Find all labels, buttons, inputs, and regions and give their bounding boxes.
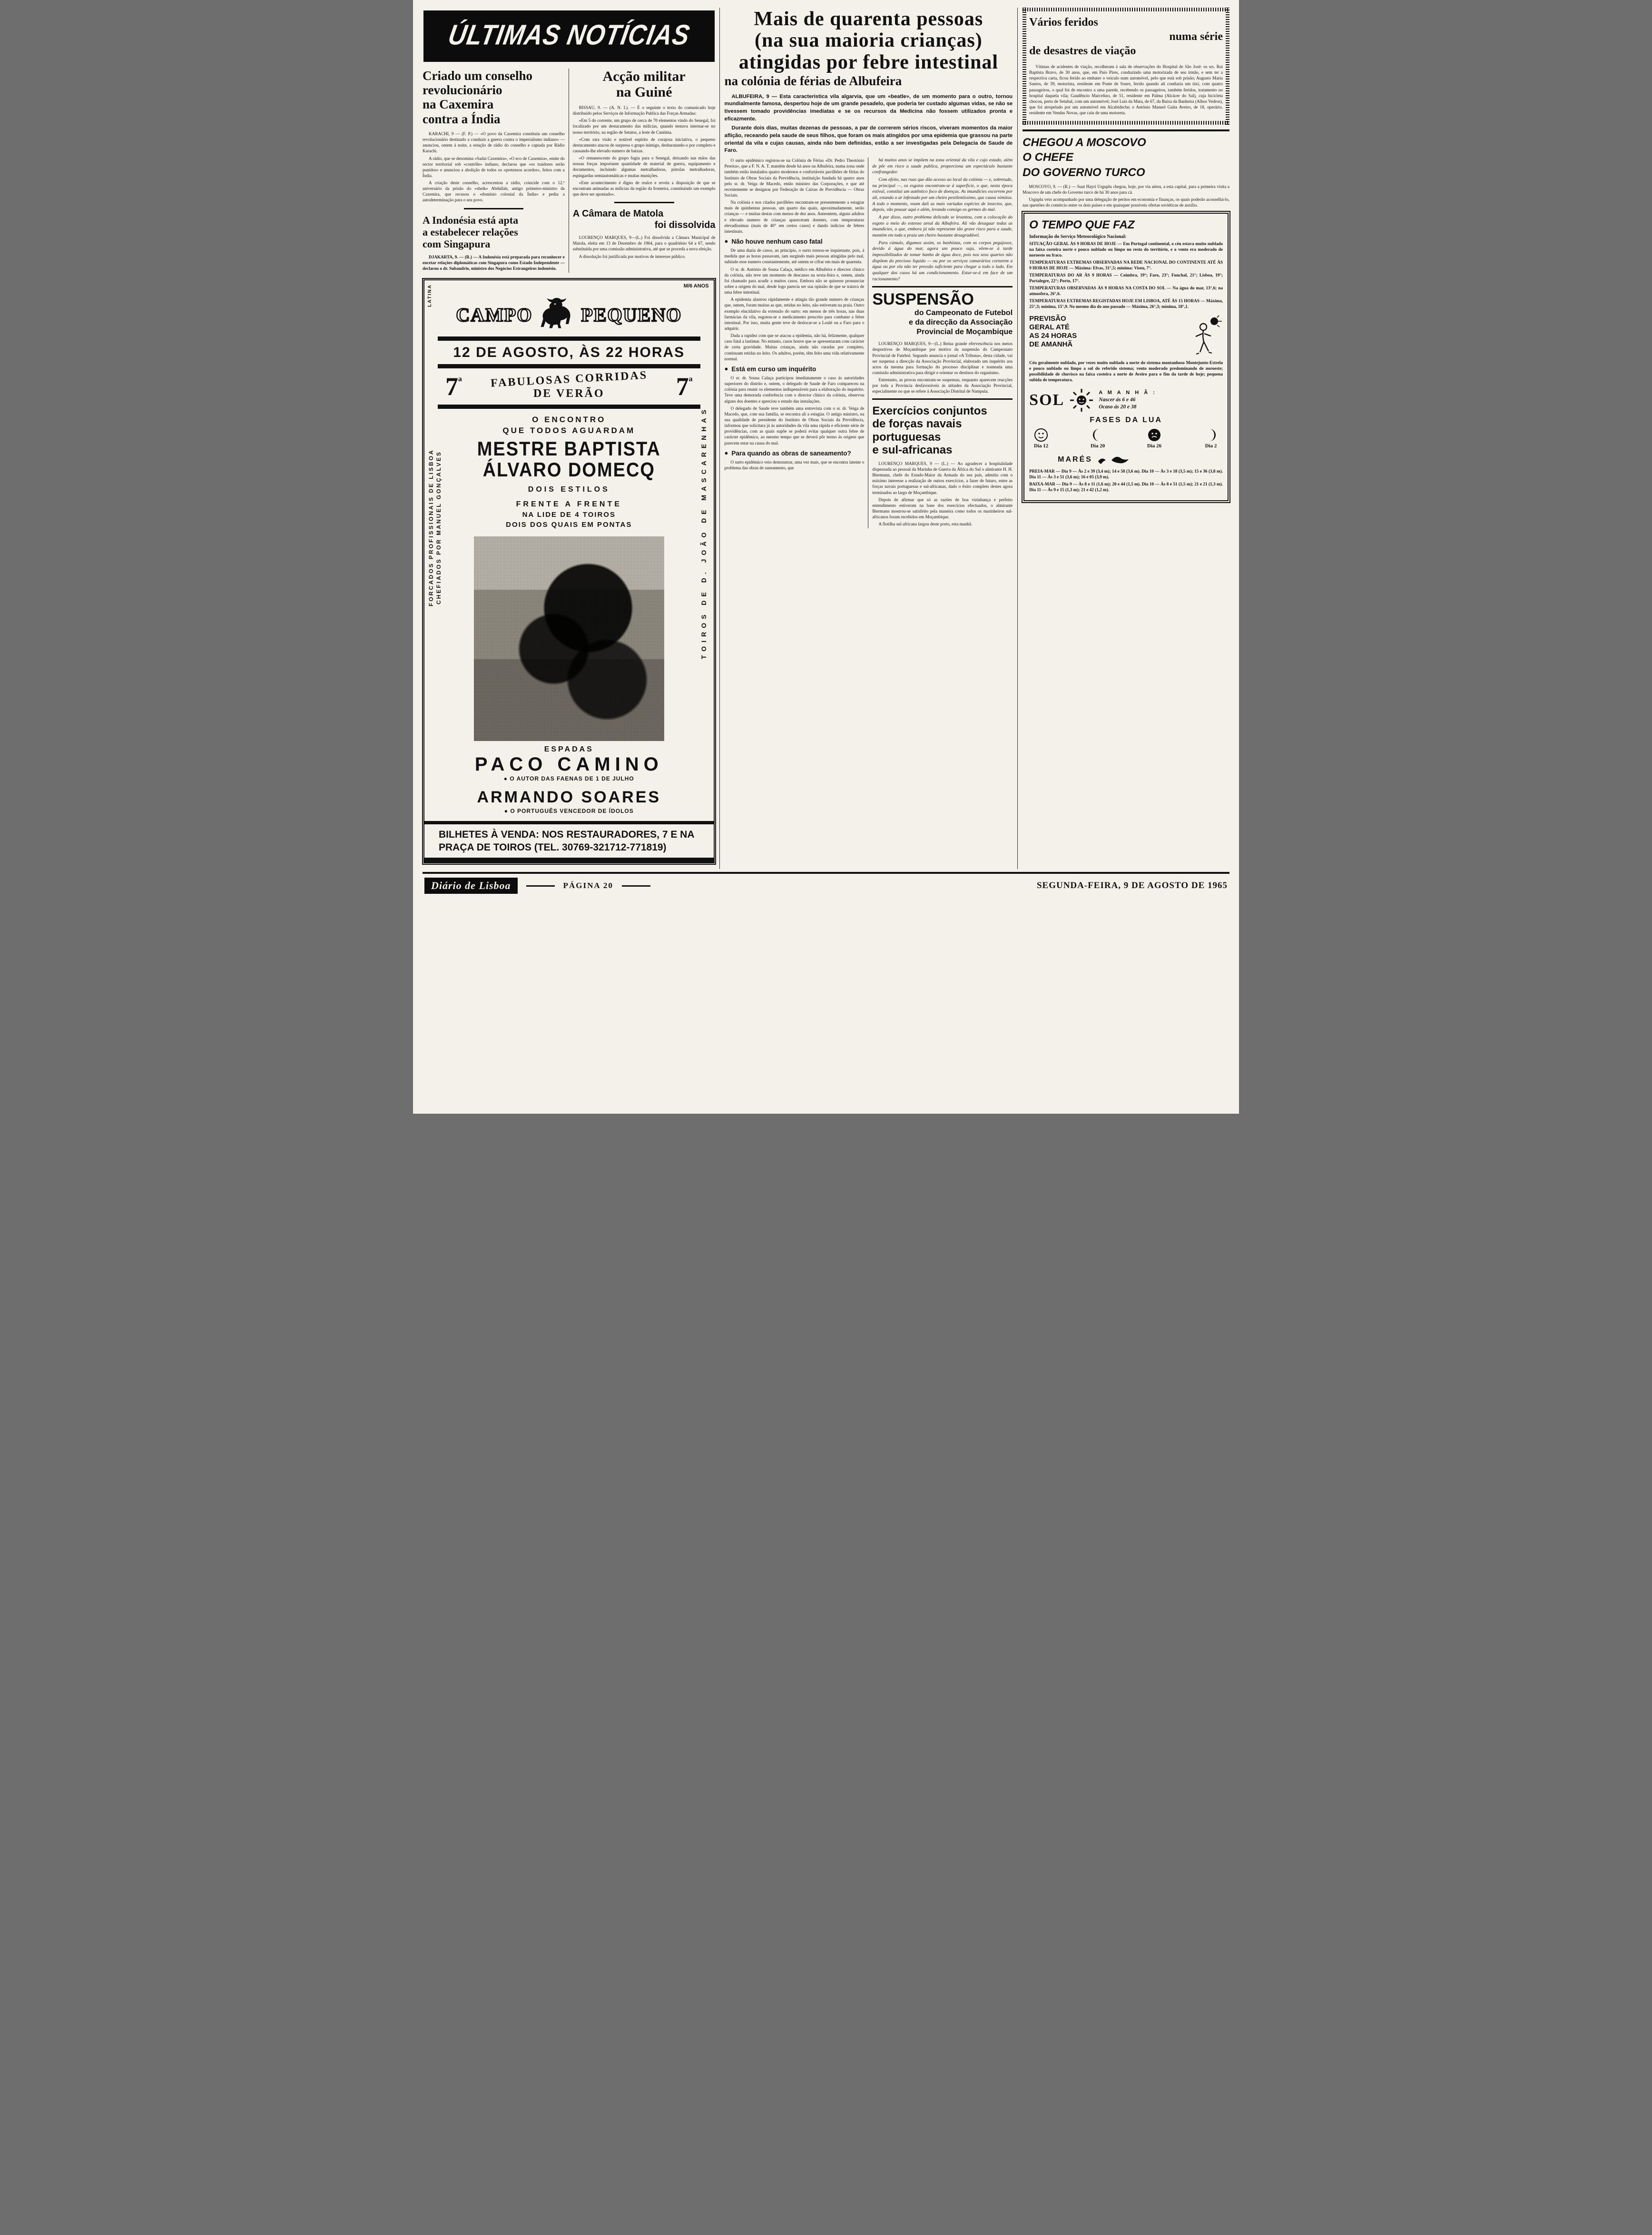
paragraph: O sr. dr. Sousa Calaça participou imediatamente o caso ás autoridades superiores do distrito e, ontem, o delegado de Saude de Faro compareceu na colónia para reunir os elementos indispensáveis para a elaboração do inquérito. Teve uma demorada conferência com o director clínico da colónia, observou alguns dos doentes e apreciou o estado das instalações.	[724, 376, 865, 404]
fases-title: FASES DA LUA	[1090, 415, 1162, 424]
ad-styles-line: DOIS ESTILOS	[528, 485, 610, 494]
paragraph: Para cúmulo, digamos assim, os banhistas, com os corpos pegajosos, devido á água do mar, agora um pouco suja, vêem-se á tarde impossibilitados de tomar banho de água doce, pois nos seus quartos não dispõem do precioso liquido — ou por os serviços camarários cortarem a água ou por ela não ter pressão suficiente para chegar a todo o lado. Em qualquer dos casos há um condicionamento. Estar-se-á em face de um racionamento?	[872, 240, 1013, 282]
paragraph: A par disso, outro problema delicado se levantou, com a colocação do esgoto a meio do extenso areal da Albufeira. Ali vão desaguar todas as imundícies, o que, embora já não represente tão grave risco para a saude, mantém em toda a praia um cheiro bastante desagradável.	[872, 215, 1013, 238]
baixa-mar: BAIXA-MAR — Dia 9 — Às 8 e 11 (1,6 m); 20 e 44 (1,5 m). Dia 10 — Às 8 e 51 (1,5 m); 21 e 21 (1,3 m). Dia 11 — Às 9 e 15 (1,3 m); 21 e 42 (1,2 m).	[1029, 481, 1223, 492]
paragraph: Vítimas de acidentes de viação, recolheram á sala de observações do Hospital de São José: os srs. Rui Baptista Bravo, de 30 anos, que, em Paio Pires, conduzindo uma motorizada de seu irmão, e sem ter a respectiva carta, ficou ferido ao embater o veículo num automóvel, pelo que está sob prisão; Augusto Maria Santos, de 39, motorista, residente em Ponte de Soure, ferido quando ali conduzia um táxi, com quatro passageiros, o qual foi de encontro a uma parede, recebendo os passageiros, também feridos, tratamento no hospital daquela vila; Gaudêncio Marcelino, de 51, residente em Palma (Alcácer do Sal), cuja bicicleta chocou, perto de Setubal, com um automóvel; José Luís da Mata, de 67, da Baixa da Banheira (Alhos Vedros), que foi atropelado por um automóvel em Alcabideche; e António Manuel Guita Aveiro, de 18, operário, residente em Vendas Novas, que caiu de uma motoreta.	[1029, 64, 1223, 116]
moon-phase-icon: Dia 12	[1033, 427, 1049, 449]
ad-datetime: 12 DE AGOSTO, ÀS 22 HORAS	[453, 344, 685, 360]
albufeira-col1	[725, 158, 869, 528]
matador-paco-camino: PACO CAMINO	[474, 754, 663, 775]
preia-mar: PREIA-MAR — Dia 9 — Às 2 e 39 (3,4 m); 14 e 58 (3,6 m). Dia 10 — Às 3 e 18 (3,5 m); 15 e 36 (3,8 m). Dia 11 — Às 3 e 51 (3,6 m); 16 e 05 (3,9 m).	[1029, 468, 1223, 479]
paragraph: BISSAU, 9. — (A. N. I.). — É o seguinte o texto do comunicado hoje distribuído pelos Serviços de Informação Publica das Forças Armadas:	[572, 105, 716, 116]
weather-intro: Informação do Serviço Meteorológico Nacional:	[1029, 234, 1127, 240]
ad-side-label-chefiados: CHEFIADOS POR MANUEL GONÇALVES	[435, 451, 442, 605]
right-column-area	[1018, 8, 1229, 869]
star-name-mestre-baptista: MESTRE BAPTISTA	[477, 438, 661, 460]
rule	[872, 286, 1013, 287]
venue-name-right: PEQUENO	[581, 304, 682, 326]
sol-label: SOL	[1029, 391, 1065, 409]
sun-icon	[1069, 388, 1094, 413]
matola-headline: A Câmara de Matola foi dissolvida	[572, 208, 716, 231]
paragraph: Com efeito, nas ruas que dão acesso ao local da colónia — e, sobretudo, na principal —, os esgotos encontram-se á superficie, o que, nesta época estival, constitui um autêntico foco de doenças. As imundícies escorrem por ali, estando o ar infestado por um cheiro pestilentíssimo, que causa vómitos. A todo o momento, voam dali as mais variadas espécies de insectos, que, depois, vão pousar aqui e além, levando consigo os germes do mal.	[872, 177, 1013, 213]
newspaper-logo: Diário de Lisboa	[424, 878, 518, 894]
paragraph: há muitos anos se impõem na zona oriental da vila e cujo estado, além de pôr em risco a saude publica, proporciona um espectáculo bastante confrangedor.	[872, 158, 1013, 175]
paragraph: LOURENÇO MARQUES, 9—(L.) Foi dissolvida a Câmara Municipal de Matola, eleita em 13 de Dezembro de 1964, para o quadriénio 64 a 67, sendo substituída por uma comissão administrativa, até que se proceda a nova eleição.	[572, 235, 716, 252]
rule	[1023, 129, 1229, 131]
previsao-body: Céu geralmente nublado, por vezes muito nublado a norte do sistema montanhoso Montejunto-Estrela e pouco nublado ou limpo a sul do referido sistema; vento moderado predominando de noroeste; possibilidade de chuvisco na faixa costeira a norte de Aveiro para o fim da tarde de hoje; pequena subida de temperatura.	[1029, 360, 1223, 382]
ad-styles-line: FRENTE A FRENTE	[516, 500, 622, 508]
rule	[872, 398, 1013, 400]
albufeira-headline: Mais de quarenta pessoas (na sua maioria crianças) atingidas por febre intestinal	[738, 8, 999, 73]
page-footer	[423, 872, 1229, 900]
ad-side-label-forcados: FORCADOS PROFISSIONAIS DE LISBOA	[428, 449, 434, 607]
paragraph: A epidemia alastrou rápidamente e atingiu tão grande numero de crianças que, ontem, foram muitas as que, retidas no leito, não estiveram na praia. Outro exemplo elucidativo da extensão do surto: em menos de três horas, nas duas farmácias da vila, esgotou-se o medicamento prescrito para combater a febre intestinal. Por isso, muita gente teve de deslocar-se a Loulé ou a Faro para o adquirir.	[724, 297, 865, 331]
center-column-area	[719, 8, 1018, 869]
paragraph: O surto epidémico veio demonstrar, uma vez mais, que se encontra latente o problema das obras de saneamento, que	[724, 459, 865, 471]
moscovo-headline: CHEGOU A MOSCOVO O CHEFE DO GOVERNO TURCO	[1023, 136, 1146, 179]
ad-side-label-toiros: TOIROS DE D. JOÃO DE MASCARENHAS	[699, 406, 708, 659]
weather-paragraph: TEMPERATURAS DO AR ÀS 9 HORAS — Coimbra, 19°; Faro, 23°; Funchal, 21°; Lisboa, 19°; Portalegre, 22°; Porto, 17°.	[1029, 273, 1223, 284]
weather-box	[1023, 213, 1229, 501]
paragraph: Depois de afirmar que só as razões de boa vizinhança e perfeito entendimento estiveram na base dos exercícios efectuados, o almirante Biermann mostrou-se satisfeito pela maneira como todos os marinheiros sul-africanos foram recebidos em Moçambique.	[872, 497, 1013, 520]
venue-name-left: CAMPO	[456, 304, 533, 326]
session-number: $7^ª$	[445, 372, 462, 401]
espadas-label: ESPADAS	[544, 745, 594, 753]
paragraph: MOSCOVO, 9. — (R.) — Suat Hayri Urguplu chegou, hoje, por via aérea, a esta capital, para a primeira visita a Moscovo de um chefe do Governo turco de há 30 anos para cá.	[1023, 184, 1229, 195]
moon-phases-row	[1029, 427, 1223, 449]
footer-rule	[526, 885, 555, 887]
article-caxemira	[423, 69, 569, 273]
article-feridos	[1023, 8, 1229, 125]
indonesia-headline: A Indonésia está apta a estabelecer relações com Singapura	[423, 214, 519, 250]
section-title-caso-fatal: ● Não houve nenhum caso fatal	[724, 237, 823, 245]
ad-arch-title: FABULOSAS CORRIDAS DE VERÃO	[490, 369, 648, 400]
edition-date: SEGUNDA-FEIRA, 9 DE AGOSTO DE 1965	[1036, 880, 1228, 891]
bullet-icon: ●	[724, 449, 728, 456]
albufeira-subhead: na colónia de férias de Albufeira	[724, 74, 902, 89]
paragraph: «Este acontecimento é digno de realce e revela a disposição de que se encontram animadas as milícias da região da fronteira, constituindo um exemplo que deve ser apontado».	[572, 180, 716, 197]
moon-phase-icon: Dia 26	[1146, 427, 1162, 449]
paragraph: LOURENÇO MARQUES, 9—(L.) Reina grande efervescência nos meios desportivos de Moçambique por motivo da suspensão do Campeonato Provincial de Futebol. Segundo anuncia o jornal «A Tribuna», desta cidade, vai ser suspensa a direcção da Associação Provincial, elaborado um inquérito aos actos da mesma para formação do processo disciplinar e nomeada uma comissão administrativa para dirigir e orientar os destinos do organismo.	[872, 341, 1013, 375]
paragraph: Urguplu veio acompanhado por uma delegação de peritos em economia e finanças, os quais poderão aconselhá-lo, nas questões do comércio entre os dois países e em quaisquer possíveis ofertas soviéticas de auxílio.	[1023, 197, 1229, 208]
paragraph: Entretanto, as provas encontram-se suspensas, enquanto aparecem reacções por toda a Provincia desfavoráveis ás atitudes da Associação Provincial, especialmente no que se refere á Associação Distrital de Nampula.	[872, 377, 1013, 394]
article-suspensao	[872, 291, 1013, 394]
ad-styles-line: NA LIDE DE 4 TOIROS	[522, 510, 616, 519]
ad-intro: O ENCONTRO QUE TODOS AGUARDAM	[502, 415, 636, 435]
venue-row	[443, 297, 695, 333]
navais-headline: Exercícios conjuntos de forças navais portuguesas e sul-africanas	[872, 404, 987, 457]
paragraph: Dada a rapidez com que se atacou a epidemia, não há, felizmente, qualquer caso fatal a lastimar. No entanto, casos houve que se apresentaram com carácter de certa gravidade. Muitas crianças, ainda não curadas por completo, continuam retidas no leito. Os adultos, porém, têm feito uma vida relativamente normal.	[724, 333, 865, 361]
footer-rule	[622, 885, 650, 887]
ad-session-row	[443, 369, 695, 401]
section-title-inquerito: ● Está em curso um inquérito	[724, 365, 816, 373]
session-number: $7^ª$	[676, 372, 693, 401]
weather-paragraph: SITUAÇÃO GERAL ÀS 9 HORAS DE HOJE — Em Portugal continental, o céu estava muito nublado na faixa costeira norte e pouco nublado ou limpo no resto do território, e o vento era moderado de noroeste ou fraco.	[1029, 241, 1223, 258]
article-guine	[569, 69, 716, 273]
paragraph: «Com rara visão e notável espírito de corajosa iniciativa, o pequeno destacamento atacou de surpresa o grupo inimigo, desbaratando-o por completo e causando-lhe elevado numero de baixas.	[572, 137, 716, 153]
paragraph: A rádio, que se denomina «Sadai Caxemira», «O eco de Caxemira», emite do sector territorial sob «contrôle» indiano, declarou que «os traidores serão punidos» e anunciou a abolição de todos os «pretensos acordos», feitos com a Índia.	[423, 156, 565, 178]
paragraph: Na colónia e nos citados pavilhões encontram-se presentemente a estagiar mais de quinhentas pessoas, um quarto das quais, aproximadamente, serão crianças — e muitas destas com menos de dez anos. Anteontem, alguns adultos e elevado numero de crianças apareceram doentes, com temperaturas elevadissimas (mais de 40° em certos casos) e dando indicios de febres intestinais.	[724, 200, 865, 234]
paragraph: A criação deste conselho, acrescentou a rádio, coincide com o 12.º aniversário da prisão do «sheik» Abdullah, antigo primeiro-ministro da Caxemira, que recusou o «domínio colonial da Índia» e pediu a autodeterminação para o seu povo.	[423, 180, 565, 203]
star-name-alvaro-domecq: ÁLVARO DOMECQ	[482, 459, 655, 481]
bullfighter-photo	[474, 536, 664, 741]
page-number: PÁGINA 20	[563, 881, 613, 890]
previsao-title: PREVISÃO GERAL ATÉ AS 24 HORAS DE AMANHÃ	[1029, 314, 1077, 348]
matador-note: ● O AUTOR DAS FAENAS DE 1 DE JULHO	[503, 775, 634, 782]
tickets-info: BILHETES À VENDA: NOS RESTAURADORES, 7 E NA PRAÇA DE TOIROS (TEL. 30769-321712-771819)	[424, 821, 714, 863]
newspaper-page	[413, 0, 1239, 1114]
paragraph: A flotilha sul-africana largou deste porto, esta manhã.	[878, 522, 973, 527]
article-moscovo	[1023, 135, 1229, 208]
section-title-saneamento: ● Para quando as obras de saneamento?	[724, 449, 851, 457]
ad-bar	[438, 364, 700, 368]
albufeira-col2	[868, 158, 1013, 528]
bullet-icon: ●	[724, 237, 728, 245]
paragraph: DJAKARTA, 9. — (R.) — A Indonésia está preparada para reconhecer e encetar relações diplomáticas com Singapura como Estado Independente — declarou o dr. Subandrio, ministro dos Negócios Estrangeiros indonésio.	[423, 254, 565, 271]
suspensao-headline: SUSPENSÃO	[872, 290, 974, 309]
paragraph: KARACHI, 9 — (F. P.) — «O povo da Caxemira constituiu um conselho revolucionário destinado a conduzir a guerra contra o imperialismo indiano» — anunciou, ontem á noite, a estação de rádio do conselho e captada por Rádio Karachi.	[423, 131, 565, 154]
weather-title: O TEMPO QUE FAZ	[1029, 218, 1135, 232]
masthead-title: ÚLTIMAS NOTÍCIAS	[445, 19, 692, 51]
suspensao-subtitle: do Campeonato de Futebol e da direcção da Associação Provincial de Moçambique	[908, 309, 1013, 336]
walking-man-icon	[1188, 315, 1223, 358]
paragraph: «Em 5 do corrente, um grupo de cerca de 70 elementos vindo do Senegal, foi localizado por um destacamento das milícias, quando tentava internar-se no nosso território, na região de Setatos, a leste de Cuntima.	[572, 118, 716, 135]
ad-bar	[438, 405, 700, 409]
left-column-area	[423, 8, 719, 869]
waves-icon	[1097, 454, 1131, 466]
ad-bar	[438, 336, 700, 341]
paragraph: O sr. dr. António de Sousa Calaça, médico em Albufeira e director clínico da colónia, não teve um momento de descanso na sexta-feira e, ontem, ainda foi chamado para acudir a muitos casos. Embora não se quisesse pronunciar sobre a origem do mal, desde logo parecia ser sua opinião de que se tratava de uma febre intestinal.	[724, 267, 865, 295]
guine-headline: Acção militar na Guiné	[602, 69, 686, 100]
caxemira-headline: Criado um conselho revolucionário na Caxemira contra a Índia	[423, 69, 533, 126]
bullet-icon: ●	[724, 365, 728, 372]
ad-styles-line: DOIS DOS QUAIS EM PONTAS	[506, 520, 632, 529]
campo-pequeno-ad	[423, 279, 715, 863]
weather-paragraph: TEMPERATURAS OBSERVADAS ÀS 9 HORAS NA COSTA DO SOL — Na água do mar, 13°,6; na atmosfera, 26°,6.	[1029, 286, 1223, 297]
paragraph: De uma duzia de casos, ao princípio, o surto tornou-se inquietante, pois, á medida que as horas passavam, iam surgindo mais pessoas atingidas pelo mal, subindo esse numero constantemente, até ontem se cifrar em mais de quarenta.	[724, 248, 865, 265]
paragraph: O surto epidémico registou-se na Colónia de Férias «Dr. Pedro Theotónio Pereira», que a F. N. A. T. mantém desde há anos na Albufeira, numa zona onde também estão instalados quatro modernos e confortáveis pavilhões de férias do Instituto de Obras Sociais da Previdência, instituição fundada há quatro anos pelo sr. dr. Veiga de Macedo, então ministro das Corporações, e que até recentemente se designou por Federação de Caixas de Previdência — Obras Sociais.	[724, 158, 865, 198]
divider	[614, 202, 674, 203]
paragraph: «O remanescente do grupo fugiu para o Senegal, deixando nas mãos das nossas forças importante quantidade de material de guerra, equipamento e documentos, incluindo algumas metralhadoras, pistolas metralhadoras, espingardas semiautomáticas e muitas munições.	[572, 156, 716, 178]
feridos-headline: Vários feridos numa série de desastres de viação	[1029, 16, 1223, 57]
matador-note: ● O PORTUGUÊS VENCEDOR DE ÍDOLOS	[504, 807, 634, 814]
amanha-block: A M A N H Ã : Nascer ás 6 e 46 Ocaso ás 20 e 38	[1099, 390, 1157, 410]
article-navais	[872, 405, 1013, 527]
paragraph: LOURENÇO MARQUES, 9 — (L.) — Ao agradecer a hospitalidade dispensada ao pessoal da Marinha de Guerra da África do Sul o almirante H. H. Biermann, chefe do Estado-Maior da Armada do seu país, admitiu com o máximo interesse a realização de outros exercícios, a fazer de futuro, entre as forças navais portuguesas e sul-africanas, dado o êxito completo destes agora terminados ao largo de Moçambique.	[872, 461, 1013, 495]
matador-armando-soares: ARMANDO SOARES	[477, 788, 661, 806]
lede-paragraph: ALBUFEIRA, 9 — Esta caracteristica vila algarvia, que um «beatle», de um momento para o outro, tornou mundialmente famosa, despertou hoje de um grande pesadelo, que poderia ter custado algumas vidas, se não se tivessem tomado providências imediatas e se os recursos da Medicina não fossem utilizados pronta e eficazmente.	[724, 93, 1013, 122]
weather-paragraph: TEMPERATURAS EXTREMAS OBSERVADAS NA REDE NACIONAL DO CONTINENTE ATÉ ÀS 9 HORAS DE HOJE — Máxima: Elvas, 31°,5; mínima: Viseu, 7°.	[1029, 260, 1223, 271]
moon-phase-icon: Dia 2	[1203, 427, 1219, 449]
weather-paragraph: TEMPERATURAS EXTREMAS REGISTADAS HOJE EM LISBOA, ATÉ ÀS 15 HORAS — Máxima, 25°,3; mínima, 15°,9. No mesmo dia do ano passado — Máxima, 26°,3; mínima, 18°,1.	[1029, 298, 1223, 309]
moon-phase-icon: Dia 20	[1090, 427, 1106, 449]
ad-corner-label: LATINA	[427, 284, 433, 307]
paragraph: A dissolução foi justificada por motivos de interesse público.	[579, 254, 686, 259]
section-masthead	[423, 10, 715, 62]
divider	[464, 208, 523, 209]
mares-title-row: MARÉS	[1029, 454, 1223, 466]
lede-paragraph: Durante dois dias, muitas dezenas de pessoas, a par de correrem sérios riscos, viveram momentos da maior aflição, receando pela saude de seus filhos, que foram os mais atingidos por uma epidemia que grassou na parte oriental da vila e cujas causas, ainda não bem definidas, estão a ser investigadas pela Delegacia de Saude de Faro.	[724, 125, 1013, 154]
bull-icon	[536, 297, 577, 333]
age-rating: M/6 ANOS	[683, 283, 709, 289]
paragraph: O delegado de Saude teve também uma entrevista com o sr. dr. Veiga de Macedo, que, com sua família, se encontra ali a estagiar. O antigo ministro, na sua qualidade de presidente do Instituto de Obras Sociais da Previdência, informou que solicitara já ás autoridades da vila uma rápida e eficiente série de providências, com as quais supõe se poderá evitar qualquer outra febre de carácter epidémico, ao mesmo tempo que se deverá pôr termo ás origens que parecem estar na causa do mal.	[724, 405, 865, 445]
